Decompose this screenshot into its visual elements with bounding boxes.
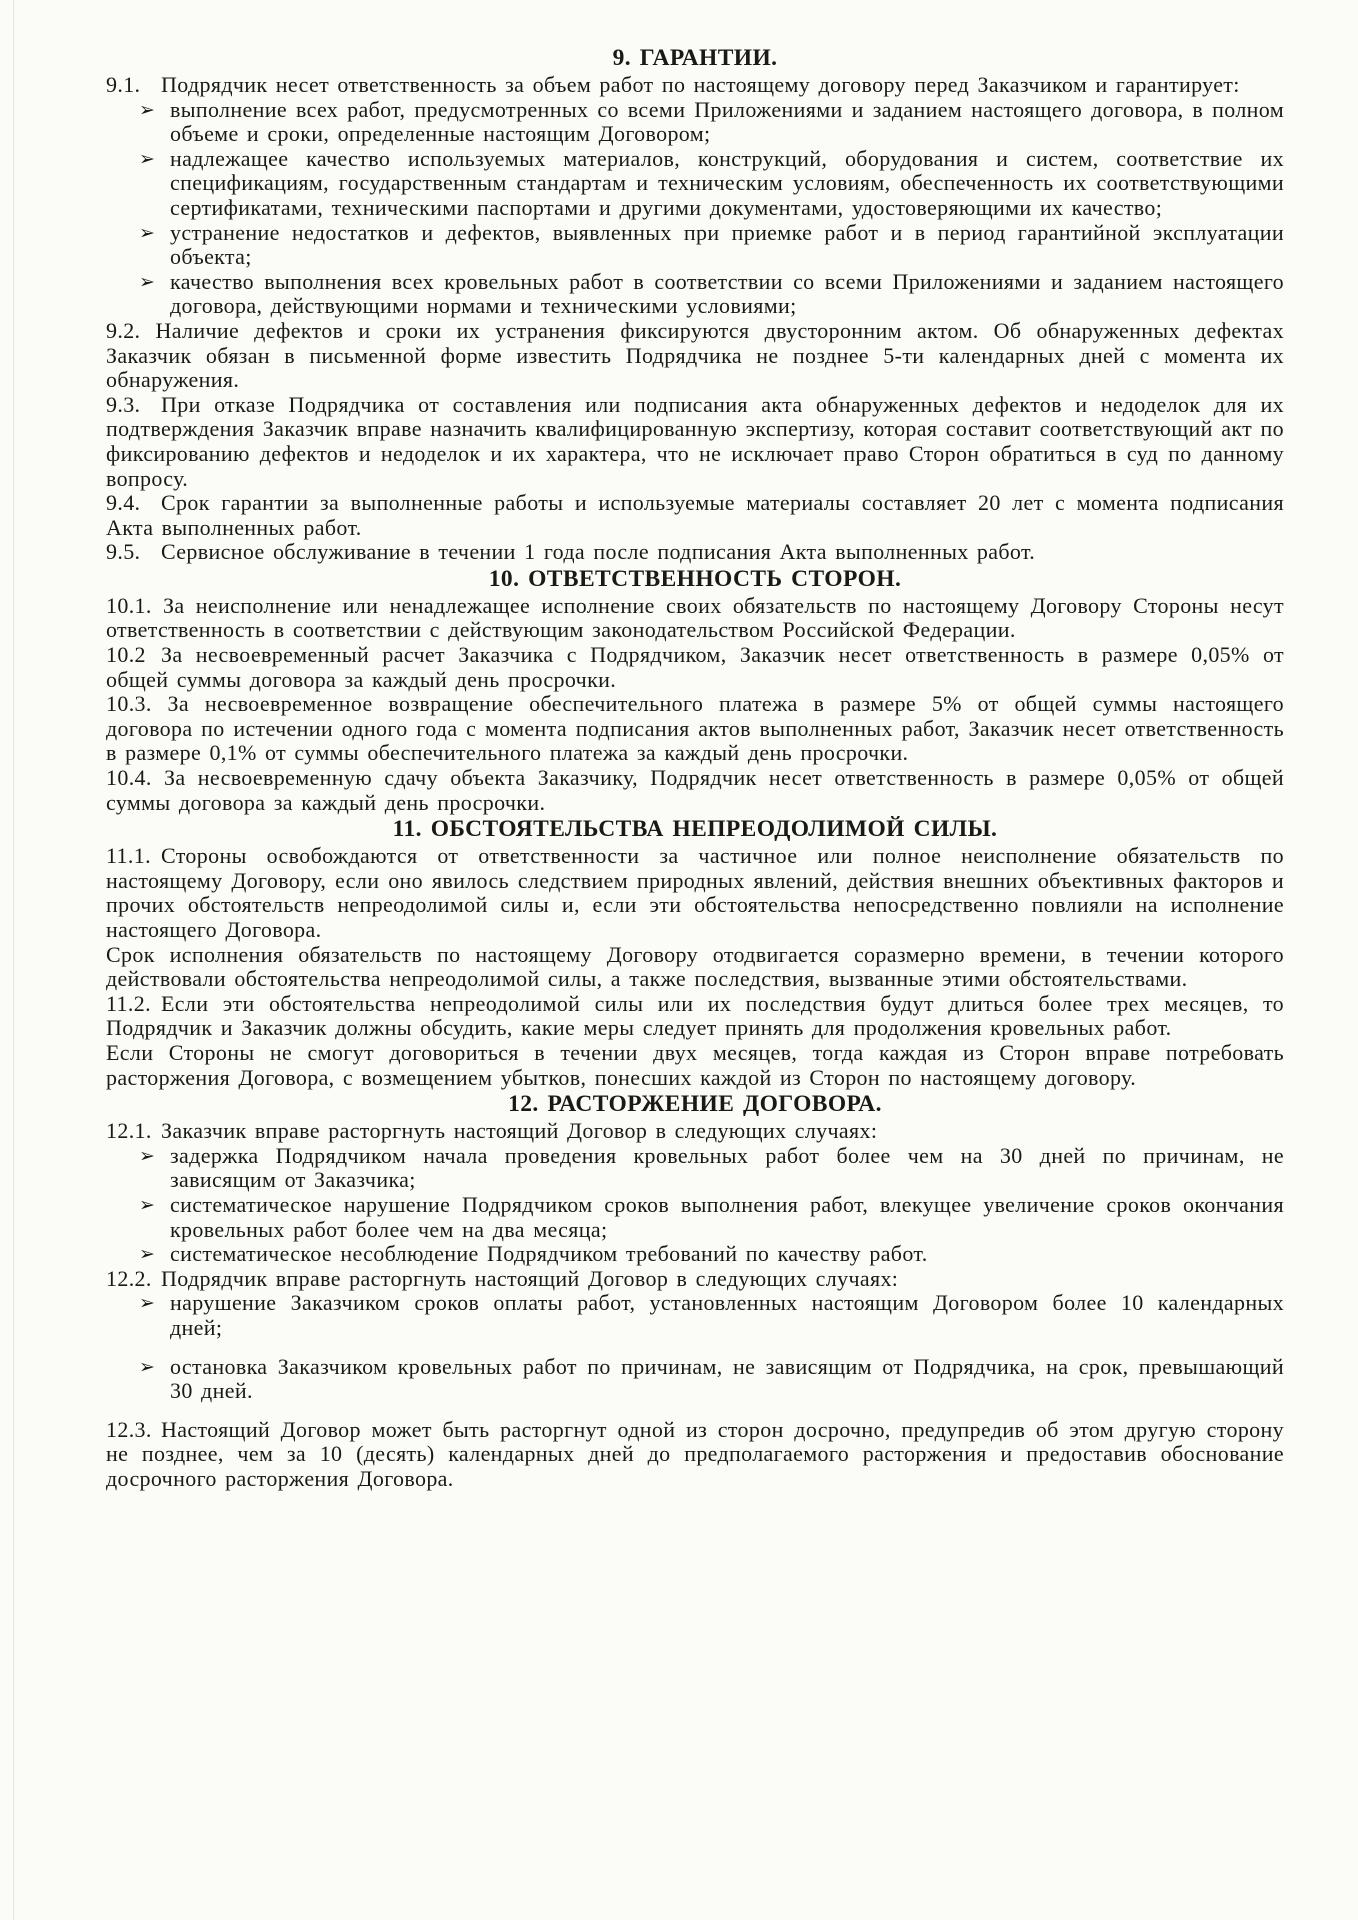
clause-text: Стороны освобождаются от ответственности за частичное или полное неисполнение обязательств по настоящему Договору, если оно явилось следствием природных явлений, действия внешних объективных факторов и прочих обстоятельств непреодолимой силы и, если эти обстоятельства непосредственно повлияли на исполнение настоящего Договора. (106, 843, 1284, 942)
list-item (139, 1191, 1284, 1242)
list-item (139, 96, 1284, 147)
bullet-text: качество выполнения всех кровельных работ в соответствии со всеми Приложениями и заданием настоящего договора, действующими нормами и техническими условиями; (170, 268, 1284, 319)
clause-paragraph-11-2-cont (106, 1041, 1284, 1090)
clause-text: Срок исполнения обязательств по настоящему Договору отодвигается соразмерно времени, в течении которого действовали обстоятельства непреодолимой силы, а также последствия, вызванные этими обстоятельствами. (106, 941, 1284, 992)
bullet-text: остановка Заказчиком кровельных работ по причинам, не зависящим от Подрядчика, на срок, превышающий 30 дней. (170, 1353, 1284, 1404)
clause-text: Заказчик вправе расторгнуть настоящий Договор в следующих случаях: (161, 1118, 878, 1144)
clause-paragraph-11-1 (106, 844, 1284, 942)
bullet-text: устранение недостатков и дефектов, выявленных при приемке работ и в период гарантийной эксплуатации объекта; (170, 219, 1284, 270)
clause-paragraph-12-3 (106, 1418, 1284, 1492)
list-item (139, 1241, 1284, 1267)
clause-number: 11.1. (106, 843, 151, 869)
clause-paragraph-12-2 (106, 1267, 1284, 1292)
clause-paragraph-10-4 (106, 766, 1284, 815)
list-item (139, 1353, 1284, 1404)
bullet-arrow-icon: ➢ (139, 1144, 155, 1167)
section-heading-11: 11. ОБСТОЯТЕЛЬСТВА НЕПРЕОДОЛИМОЙ СИЛЫ. (392, 816, 998, 843)
clause-paragraph-12-1 (106, 1119, 1284, 1144)
list-item (139, 219, 1284, 270)
bullet-arrow-icon: ➢ (139, 270, 155, 293)
clause-paragraph-11-1-cont (106, 943, 1284, 992)
bullet-arrow-icon: ➢ (139, 1193, 155, 1216)
clause-text: Сервисное обслуживание в течении 1 года после подписания Акта выполненных работ. (161, 539, 1036, 565)
clause-number: 9.5. (106, 539, 141, 565)
clause-text: Подрядчик вправе расторгнуть настоящий Договор в следующих случаях: (161, 1265, 899, 1291)
clause-number: 9.1. (106, 72, 141, 97)
clause-paragraph-11-2 (106, 992, 1284, 1041)
clause-paragraph-10-1 (106, 594, 1284, 643)
section-heading-10: 10. ОТВЕТСТВЕННОСТЬ СТОРОН. (488, 565, 902, 592)
clause-number: 9.3. (106, 391, 141, 417)
clause-text: Наличие дефектов и сроки их устранения фиксируются двусторонним актом. Об обнаруженных дефектах Заказчик обязан в письменной форме известить Подрядчика не позднее 5-ти календарных дней с момента их обнаружения. (106, 317, 1284, 393)
section-heading-12: 12. РАСТОРЖЕНИЕ ДОГОВОРА. (508, 1091, 882, 1118)
bullet-text: выполнение всех работ, предусмотренных со всеми Приложениями и заданием настоящего договора, в полном объеме и сроки, определенные настоящим Договором; (170, 96, 1284, 147)
clause-number: 10.1. (106, 592, 152, 618)
bullet-text: нарушение Заказчиком сроков оплаты работ, установленных настоящим Договором более 10 календарных дней; (170, 1290, 1284, 1340)
bullet-arrow-icon: ➢ (139, 147, 155, 170)
clause-paragraph-9-1 (106, 73, 1284, 98)
bullet-text: задержка Подрядчиком начала проведения кровельных работ более чем на 30 дней по причинам, не зависящим от Заказчика; (170, 1142, 1284, 1193)
clause-text: За несвоевременную сдачу объекта Заказчику, Подрядчик несет ответственность в размере 0,05% от общей суммы договора за каждый день просрочки. (106, 765, 1284, 815)
clause-paragraph-9-4 (106, 491, 1284, 540)
clause-number: 10.4. (106, 765, 152, 791)
clause-number: 10.3. (106, 691, 152, 717)
section-heading-9: 9. ГАРАНТИИ. (612, 45, 778, 71)
bullet-arrow-icon: ➢ (139, 1355, 155, 1378)
clause-number: 12.2. (106, 1265, 152, 1291)
list-item (139, 145, 1284, 221)
bullet-text: систематическое несоблюдение Подрядчиком требований по качеству работ. (170, 1241, 928, 1267)
list-item (139, 268, 1284, 319)
clause-paragraph-9-3 (106, 393, 1284, 491)
clause-number: 9.2. (106, 317, 141, 343)
bullet-arrow-icon: ➢ (139, 221, 155, 244)
bullet-arrow-icon: ➢ (139, 98, 155, 121)
bullet-arrow-icon: ➢ (139, 1292, 155, 1315)
clause-paragraph-10-2 (106, 643, 1284, 692)
clause-number: 12.1. (106, 1118, 152, 1144)
contract-text-block (106, 44, 1284, 1491)
list-item (139, 1142, 1284, 1193)
clause-text: Настоящий Договор может быть расторгнут одной из сторон досрочно, предупредив об этом другую сторону не позднее, чем за 10 (десять) календарных дней до предполагаемого расторжения и предоставив обоснование досрочного расторжения Договора. (106, 1416, 1284, 1491)
clause-text: Если Стороны не смогут договориться в течении двух месяцев, тогда каждая из Сторон вправе потребовать расторжения Договора, с возмещением убытков, понесших каждой из Сторон по настоящему договору. (106, 1039, 1284, 1090)
clause-number: 10.2 (106, 642, 146, 668)
clause-text: При отказе Подрядчика от составления или подписания акта обнаруженных дефектов и недоделок для их подтверждения Заказчик вправе назначить квалифицированную экспертизу, которая составит соответствующий акт по фиксированию дефектов и недоделок и их характера, что не исключает право Сторон обратиться в суд по данному вопросу. (106, 391, 1284, 491)
clause-text: За несвоевременный расчет Заказчика с Подрядчиком, Заказчик несет ответственность в размере 0,05% от общей суммы договора за каждый день просрочки. (106, 642, 1284, 692)
list-item (139, 1290, 1284, 1340)
clause-text: За неисполнение или ненадлежащее исполнение своих обязательств по настоящему Договору Стороны несут ответственность в соответствии с действующим законодательством Российской Федерации. (106, 592, 1284, 643)
clause-text: Срок гарантии за выполненные работы и используемые материалы составляет 20 лет с момента подписания Акта выполненных работ. (106, 490, 1284, 540)
clause-text: Если эти обстоятельства непреодолимой силы или их последствия будут длиться более трех месяцев, то Подрядчик и Заказчик должны обсудить, какие меры следует принять для продолжения кровельных работ. (106, 990, 1284, 1041)
clause-text: Подрядчик несет ответственность за объем работ по настоящему договору перед Заказчиком и гарантирует: (161, 72, 1240, 97)
clause-paragraph-9-2 (106, 319, 1284, 393)
clause-text: За несвоевременное возвращение обеспечительного платежа в размере 5% от общей суммы настоящего договора по истечении одного года с момента подписания актов выполненных работ, Заказчик несет ответственность в размере 0,1% от суммы обеспечительного платежа за каждый день просрочки. (106, 691, 1284, 766)
clause-number: 9.4. (106, 490, 141, 516)
clause-paragraph-9-5 (106, 540, 1284, 565)
clause-number: 12.3. (106, 1416, 152, 1442)
bullet-text: надлежащее качество используемых материалов, конструкций, оборудования и систем, соответствие их спецификациям, государственным стандартам и техническим условиям, обеспеченность их соответствующими сертификатами, техническими паспортами и другими документами, удостоверяющими их качество; (170, 145, 1284, 220)
bullet-arrow-icon: ➢ (139, 1243, 155, 1266)
bullet-text: систематическое нарушение Подрядчиком сроков выполнения работ, влекущее увеличение сроков окончания кровельных работ более чем на два месяца; (170, 1191, 1284, 1242)
clause-paragraph-10-3 (106, 692, 1284, 766)
clause-number: 11.2. (106, 990, 151, 1016)
